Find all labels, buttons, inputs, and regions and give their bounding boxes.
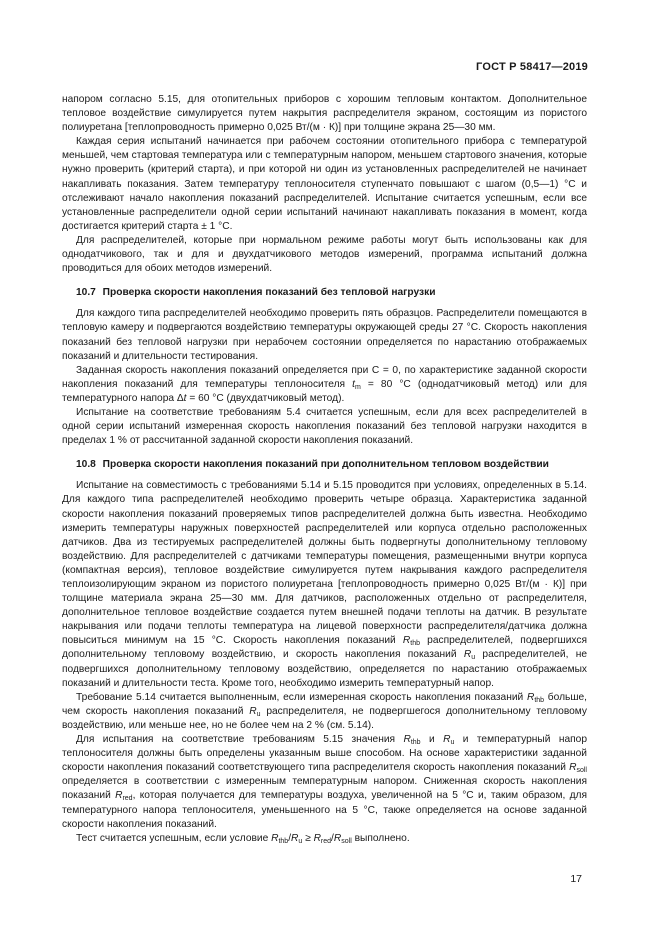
section-10-8-paragraph-3: Для испытания на соответствие требованиям 5.15 значения $R_{thb}$ и $R_u$ и температурный напор теплоносителя должны быть определены указанным выше способом. На основе характеристики заданной скорости накопления показаний соответствующего типа распределителя скорость накопления показаний $R_{soll}$ определяется в соответствии с измеренным температурным напором. Сниженная скорость накопления показаний $R_{red}$, которая получается для температуры воздуха, увеличенной на 5 °С и, таким образом, для температурного напора теплоносителя, уменьшенного на 5 °С, также определяется на основе заданной скорости накопления показаний. [62,734,588,830]
section-10-8-paragraph-1: Испытание на совместимость с требованиями 5.14 и 5.15 проводится при условиях, определенных в 5.14. Для каждого типа распределителей необходимо проверить четыре образца. Характеристика заданной скорости накопления показаний проверяемых типов распределителей должна быть известна. Необходимо измерить температуры наружных поверхностей распределителей или корпуса отдельно расположенных датчиков. Два из тестируемых распределителей должны быть подвергнуты дополнительному тепловому воздействию. Для распределителей с датчиками температуры помещения, размещенными внутри корпуса (компактная версия), тепловое воздействие симулируется путем накрывания каждого распределителя теплоизолирующим экраном из пористого полиуретана [теплопроводность примерно 0,025 Вт/(м · К)] при толщине материала экрана 25—30 мм. Для датчиков, расположенных отдельно от распределителя, дополнительное тепловое воздействие создается путем внешней подачи теплоты на датчик. В результате накрывания или подачи теплоты температура на лицевой поверхности распределителя/датчика должна повыситься минимум на 15 °С. Скорость накопления показаний $R_{thb}$ распределителей, подвергшихся дополнительному тепловому воздействию, и скорость накопления показаний $R_u$ распределителей, не подвергшихся дополнительному тепловому воздействию, определяется по нарастанию отображаемых показаний и длительности теста. Кроме того, необходимо измерить температурный напор. [62,480,588,689]
section-10-7-paragraph-1: Для каждого типа распределителей необходимо проверить пять образцов. Распределители помещаются в тепловую камеру и подвергаются воздействию температуры окружающей среды 27 °С. Скорость накопления показаний без тепловой нагрузки при нерабочем состоянии определяется по нарастанию отображаемых показаний и длительности тестирования. [62,308,587,362]
page-number: 17 [570,873,582,885]
standard-code-header: ГОСТ Р 58417—2019 [476,61,588,73]
page-body [62,93,587,846]
section-10-7-number: 10.7 [76,287,96,299]
intro-paragraph-3: Для распределителей, которые при нормальном режиме работы могут быть использованы как для однодатчикового, так и для и двухдатчикового методов измерений, программа испытаний должна проводиться для обоих методов измерений. [62,234,587,275]
section-10-8-title: Проверка скорости накопления показаний при дополнительном тепловом воздействии [102,459,549,471]
section-10-8-paragraph-4: Тест считается успешным, если условие $R_{thb}/R_u \ge R_{red}/R_{soll}$ выполнено. [76,832,410,845]
intro-paragraph-1: напором согласно 5.15, для отопительных приборов с хорошим тепловым контактом. Дополнительное тепловое воздействие симулируется путем накрытия распределителя экраном, состоящим из пористого полиуретана [теплопроводность примерно 0,025 Вт/(м · К)] при толщине экрана 25—30 мм. [62,94,587,134]
section-10-8-paragraph-2: Требование 5.14 считается выполненным, если измеренная скорость накопления показаний $R_{thb}$ больше, чем скорость накопления показаний $R_u$ распределителя, не подвергшегося дополнительному тепловому воздействию, или меньше нее, но не более чем на 2 % (см. 5.14). [62,691,587,731]
section-10-7-title: Проверка скорости накопления показаний без тепловой нагрузки [102,287,436,299]
section-10-7-heading [62,286,587,300]
intro-paragraph-2: Каждая серия испытаний начинается при рабочем состоянии отопительного прибора с температурой меньшей, чем стартовая температура или с температурным напором, меньшем стартового значения, которые нужно проверить (критерий старта), и при которой ни один из установленных распределителей не начинает накапливать показания. Затем температуру теплоносителя ступенчато повышают с шагом (0,5—1) °С и отслеживают начало накопления показаний распределителей. Испытание считается успешным, если все установленные распределители одной серии испытаний начинают накапливать показания в момент, когда достигается критерий старта ± 1 °С. [62,136,587,232]
section-10-8-heading [62,458,587,472]
section-10-7-paragraph-2: Заданная скорость накопления показаний определяется при С = 0, по характеристике заданной скорости накопления показаний для температуры теплоносителя $t_m = 80$ °С (однодатчиковый метод) или для температурного напора Δt = 60 °С (двухдатчиковый метод). [62,364,587,404]
section-10-8-number: 10.8 [76,459,96,471]
section-10-7-paragraph-3: Испытание на соответствие требованиям 5.4 считается успешным, если для всех распределителей в одной серии испытаний измеренная скорость накопления показаний без тепловой нагрузки находится в пределах 1 % от рассчитанной заданной скорости накопления показаний. [62,406,587,447]
